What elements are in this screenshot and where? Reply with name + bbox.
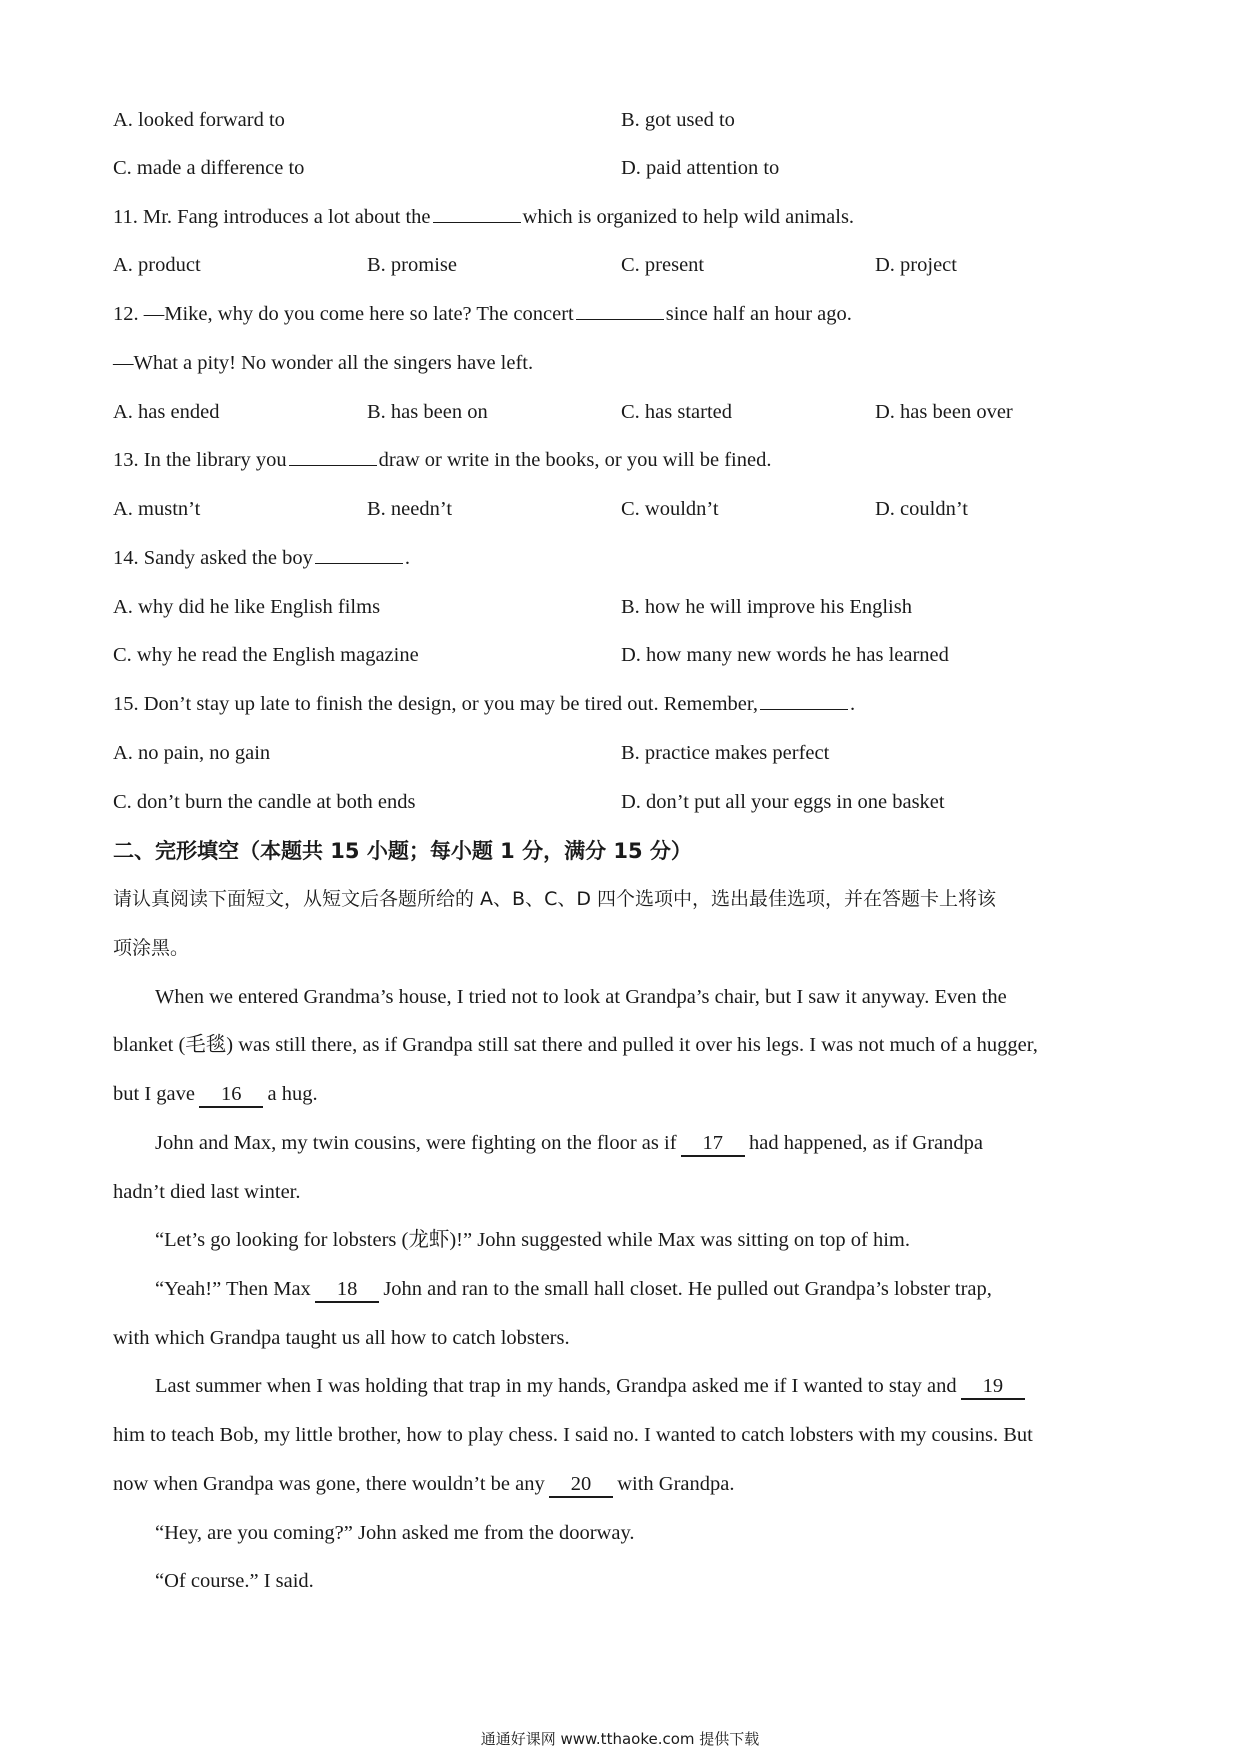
q13-option-a: A. mustn’t	[113, 498, 201, 520]
passage-p4-line1-pre: “Yeah!” Then Max	[155, 1278, 311, 1300]
q15-stem-pre: 15. Don’t stay up late to finish the design, or you may be tired out. Remember,	[113, 693, 758, 715]
passage-p5-line3-pre: now when Grandpa was gone, there wouldn’t be any	[113, 1473, 545, 1495]
q15-option-b: B. practice makes perfect	[621, 742, 830, 764]
q11-blank	[433, 202, 521, 223]
q15-blank	[760, 689, 848, 710]
passage-p1-line3-pre: but I gave	[113, 1083, 195, 1105]
passage-p3: “Let’s go looking for lobsters (龙虾)!” John suggested while Max was sitting on top of him.	[155, 1229, 910, 1251]
q14-stem	[113, 543, 1140, 573]
passage-p1-line3-post: a hug.	[267, 1083, 318, 1105]
q11-option-a: A. product	[113, 254, 201, 276]
q15-stem	[113, 689, 1140, 719]
passage-p5-line3-post: with Grandpa.	[617, 1473, 735, 1495]
q13-blank	[289, 445, 377, 466]
q10-option-d: D. paid attention to	[621, 157, 780, 179]
section-title: 二、完形填空（本题共 15 小题；每小题 1 分，满分 15 分）	[113, 839, 692, 863]
passage-p1-line2: blanket (毛毯) was still there, as if Grandpa still sat there and pulled it over his legs. I was not much of a hugger,	[113, 1034, 1038, 1056]
q12-option-a: A. has ended	[113, 401, 220, 423]
blank-20: 20	[549, 1472, 614, 1498]
passage-p7: “Of course.” I said.	[155, 1570, 314, 1592]
q11-stem-post: which is organized to help wild animals.	[522, 206, 855, 228]
q12-stem-pre: 12. —Mike, why do you come here so late? The concert	[113, 303, 574, 325]
passage-p4-line1-post: John and ran to the small hall closet. He pulled out Grandpa’s lobster trap,	[383, 1278, 992, 1300]
q13-option-b: B. needn’t	[367, 498, 453, 520]
passage-p5-line3	[113, 1469, 735, 1499]
passage-p2-line2: hadn’t died last winter.	[113, 1181, 301, 1203]
passage-p4-line2: with which Grandpa taught us all how to catch lobsters.	[113, 1327, 570, 1349]
q10-option-c: C. made a difference to	[113, 157, 305, 179]
q11-option-d: D. project	[875, 254, 957, 276]
blank-19: 19	[961, 1374, 1026, 1400]
passage-p2-line1-post: had happened, as if Grandpa	[749, 1132, 983, 1154]
passage-p1-line3	[113, 1079, 318, 1109]
q15-option-a: A. no pain, no gain	[113, 742, 271, 764]
q12-blank	[576, 299, 664, 320]
q14-option-a: A. why did he like English films	[113, 596, 381, 618]
q13-stem	[113, 445, 1140, 475]
q15-stem-post: .	[850, 693, 856, 715]
q12-option-d: D. has been over	[875, 401, 1013, 423]
footer-source: 通通好课网 www.tthaoke.com 提供下载	[480, 1730, 760, 1748]
q13-stem-pre: 13. In the library you	[113, 449, 287, 471]
q12-option-b: B. has been on	[367, 401, 488, 423]
q15-option-c: C. don’t burn the candle at both ends	[113, 791, 416, 813]
q12-stem	[113, 299, 1140, 329]
blank-16: 16	[199, 1082, 264, 1108]
passage-p5-line1	[155, 1371, 1029, 1401]
section-instruction-line1: 请认真阅读下面短文，从短文后各题所给的 A、B、C、D 四个选项中，选出最佳选项，并在答题卡上将该	[113, 888, 997, 910]
q14-stem-post: .	[404, 547, 410, 569]
q11-option-c: C. present	[621, 254, 705, 276]
q11-stem-pre: 11. Mr. Fang introduces a lot about the	[113, 206, 431, 228]
q13-stem-post: draw or write in the books, or you will be fined.	[378, 449, 772, 471]
passage-p5-line1-pre: Last summer when I was holding that trap in my hands, Grandpa asked me if I wanted to stay and	[155, 1375, 957, 1397]
q14-blank	[315, 543, 403, 564]
q12-reply: —What a pity! No wonder all the singers have left.	[113, 352, 534, 374]
q14-option-c: C. why he read the English magazine	[113, 644, 419, 666]
passage-p2-line1-pre: John and Max, my twin cousins, were fighting on the floor as if	[155, 1132, 677, 1154]
q14-option-d: D. how many new words he has learned	[621, 644, 949, 666]
q14-stem-pre: 14. Sandy asked the boy	[113, 547, 313, 569]
q10-option-a: A. looked forward to	[113, 109, 285, 131]
q13-option-c: C. wouldn’t	[621, 498, 719, 520]
passage-p1-line1: When we entered Grandma’s house, I tried not to look at Grandpa’s chair, but I saw it anyway. Even the	[155, 986, 1007, 1008]
passage-p2-line1	[155, 1128, 983, 1158]
q12-option-c: C. has started	[621, 401, 733, 423]
q13-option-d: D. couldn’t	[875, 498, 969, 520]
q15-option-d: D. don’t put all your eggs in one basket	[621, 791, 945, 813]
q10-option-b: B. got used to	[621, 109, 735, 131]
blank-17: 17	[681, 1131, 746, 1157]
passage-p5-line2: him to teach Bob, my little brother, how to play chess. I said no. I wanted to catch lobsters with my cousins. But	[113, 1424, 1033, 1446]
passage-p4-line1	[155, 1274, 992, 1304]
q11-option-b: B. promise	[367, 254, 457, 276]
section-instruction-line2: 项涂黑。	[113, 937, 190, 959]
q14-option-b: B. how he will improve his English	[621, 596, 912, 618]
q12-stem-post: since half an hour ago.	[665, 303, 852, 325]
q11-stem	[113, 202, 1140, 232]
blank-18: 18	[315, 1277, 380, 1303]
passage-p6: “Hey, are you coming?” John asked me from the doorway.	[155, 1522, 635, 1544]
